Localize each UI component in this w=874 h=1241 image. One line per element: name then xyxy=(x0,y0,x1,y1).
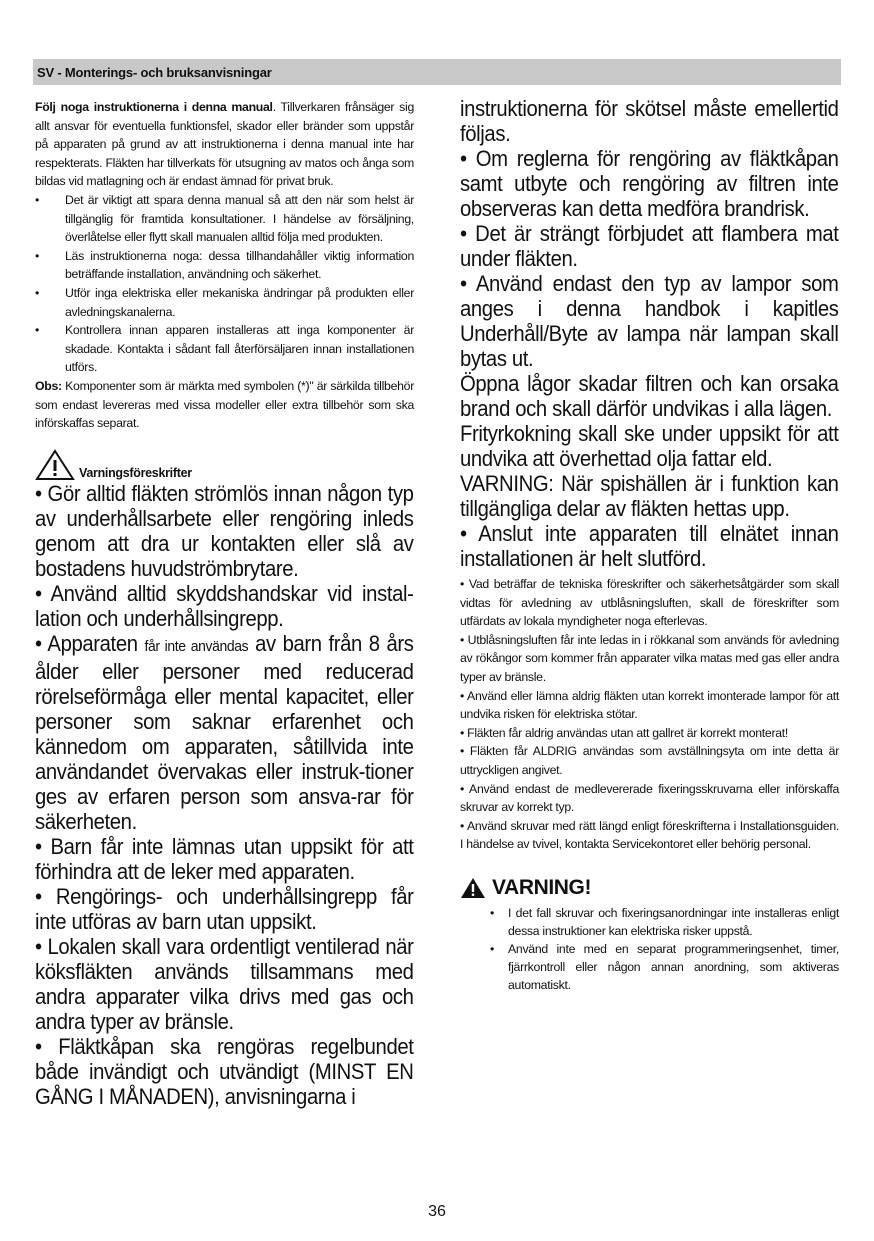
section-header-bar xyxy=(33,59,841,85)
warning-text-small: får inte användas xyxy=(144,637,249,655)
right-column xyxy=(460,96,839,994)
warning-text: av barn från 8 års ålder eller personer med reducerad rörelseförmåga eller mental kapacitet, eller personer som saknar erfarenhet och kännedom om apparaten, såtillvida inte användandet övervakas eller instruk-tioner ges av erfaren person som ansva-rar för säkerheten. xyxy=(35,630,414,834)
warning-paragraph: • Det är strängt förbjudet att flambera mat under fläkten. xyxy=(460,221,839,271)
intro-paragraph xyxy=(35,98,414,191)
note-paragraph: • Vad beträffar de tekniska föreskrifter och säkerhetsåtgärder som skall vidtas för avledning av utblåsningsluften, skall de föreskrifter som utfärdats av lokala myndigheter noga efterlevas. xyxy=(460,577,839,629)
list-item-text: Det är viktigt att spara denna manual så att den när som helst är tillgänglig för framtida konsultationer. I händelse av försäljning, överlåtelse eller flytt skall manualen alltid följa med produkten. xyxy=(65,192,414,245)
note-paragraph: • Använd eller lämna aldrig fläkten utan korrekt imonterade lampor för att undvika risken för elektriska stötar. xyxy=(460,688,839,722)
note-paragraph: • Fläkten får aldrig användas utan att gallret är korrekt monterat! xyxy=(460,725,789,740)
list-item-text: Läs instruktionerna noga: dessa tillhandahåller viktig information beträffande installation, användning och säkerhet. xyxy=(65,248,414,282)
warning-paragraph: Öppna lågor skadar filtren och kan orsaka brand och skall därför undvikas i alla lägen. xyxy=(460,371,839,421)
warning-paragraph xyxy=(35,631,414,834)
varning-list xyxy=(460,904,839,994)
page-number: 36 xyxy=(428,1203,446,1220)
bullet-icon: • xyxy=(35,285,40,300)
left-warnings-text xyxy=(35,481,414,1109)
warning-paragraph: • Fläktkåpan ska rengöras regelbundet både invändigt och utvändigt (MINST EN GÅNG I MÅNADEN), anvisningarna i xyxy=(35,1033,414,1109)
warning-triangle-icon xyxy=(460,877,486,899)
bullet-icon: • xyxy=(490,941,495,956)
intro-bullet-list xyxy=(35,191,414,377)
list-item xyxy=(460,904,839,940)
varning-section xyxy=(460,876,839,994)
list-item xyxy=(35,321,414,377)
right-warnings-text xyxy=(460,96,839,571)
varning-title: VARNING! xyxy=(492,875,592,899)
warning-paragraph: • Anslut inte apparaten till elnätet innan installationen är helt slutförd. xyxy=(460,521,839,571)
bullet-icon: • xyxy=(35,248,40,263)
list-item-text: Kontrollera innan apparen installeras att inga komponenter är skadade. Kontakta i sådant fall återförsäljaren innan installationen utförs. xyxy=(65,323,414,375)
obs-label: Obs: xyxy=(35,378,62,393)
list-item xyxy=(35,247,414,284)
warning-paragraph: instruktionerna för skötsel måste emellertid följas. xyxy=(460,96,839,146)
warning-paragraph: Frityrkokning skall ske under uppsikt för att undvika att överhettad olja fattar eld. xyxy=(460,421,839,471)
bullet-icon: • xyxy=(35,323,40,338)
warning-triangle-icon xyxy=(35,449,75,481)
intro-bold-lead: Följ noga instruktionerna i denna manual xyxy=(35,100,273,114)
warning-paragraph: VARNING: När spishällen är i funktion kan tillgängliga delar av fläkten hettas upp. xyxy=(460,471,839,521)
note-paragraph: • Använd endast de medlevererade fixeringsskruvarna eller införskaffa skruvar av korrekt typ. xyxy=(460,781,839,815)
warning-paragraph: • Barn får inte lämnas utan uppsikt för att förhindra att de leker med apparaten. xyxy=(35,833,414,884)
warning-paragraph: • Om reglerna för rengöring av fläktkåpan samt utbyte och rengöring av filtren inte observeras kan detta medföra brandrisk. xyxy=(460,146,839,221)
list-item-text: I det fall skruvar och fixeringsanordningar inte installeras enligt dessa instruktioner kan elektriska risker uppstå. xyxy=(508,905,839,938)
intro-text: . Tillverkaren frånsäger sig allt ansvar för eventuella funktionsfel, skador eller bränder som uppstår på apparaten på grund av att instruktionerna i denna manual inte har respekterats. Fläkten har tillverkats för utsugning av matos och ånga som bildas vid matlagning och är endast ämnad för privat bruk. xyxy=(35,100,415,189)
warning-text: • Apparaten xyxy=(35,630,145,656)
list-item-text: Utför inga elektriska eller mekaniska ändringar på produkten eller avledningskanalerna. xyxy=(65,285,414,319)
note-paragraph: • Utblåsningsluften får inte ledas in i rökkanal som används för avledning av rökångor som kommer från apparater vilka matas med gas eller andra typer av bränsle. xyxy=(460,632,839,684)
note-paragraph: • Använd skruvar med rätt längd enligt föreskrifterna i Installationsguiden. I händelse av tvivel, kontakta Servicekontoret eller behörig personal. xyxy=(460,818,839,852)
note-paragraph: • Fläkten får ALDRIG användas som avställningsyta om inte detta är uttryckligen angivet. xyxy=(460,744,839,777)
varning-heading xyxy=(460,876,839,900)
warning-paragraph: • Rengörings- och underhållsingrepp får inte utföras av barn utan uppsikt. xyxy=(35,883,414,934)
bullet-icon: • xyxy=(35,192,40,207)
list-item xyxy=(35,284,414,321)
warnings-heading-text: Varningsföreskrifter xyxy=(79,465,192,480)
warning-paragraph: • Använd alltid skyddshandskar vid instal-lation och underhållsingrepp. xyxy=(35,580,414,631)
list-item xyxy=(35,191,414,247)
list-item xyxy=(460,940,839,994)
obs-text: Komponenter som är märkta med symbolen (*)" är särkilda tillbehör som endast levereras med vissa modeller eller extra tillbehör som ska införskaffas separat. xyxy=(35,378,414,431)
warning-paragraph: • Gör alltid fläkten strömlös innan någon typ av underhållsarbete eller rengöring inleds genom att dra ur kontakten eller slå av bostadens huvudströmbrytare. xyxy=(35,480,414,581)
warnings-heading xyxy=(35,449,414,481)
list-item-text: Använd inte med en separat programmeringsenhet, timer, fjärrkontroll eller någon annan anordning, som aktiveras automatiskt. xyxy=(508,941,839,992)
warning-paragraph: • Använd endast den typ av lampor som anges i denna handbok i kapitles Underhåll/Byte av lampa när lampan skall bytas ut. xyxy=(460,271,839,371)
technical-notes xyxy=(460,575,839,854)
warning-paragraph: • Lokalen skall vara ordentligt ventilerad när köksfläkten används tillsammans med andra apparater vilka drivs med gas och andra typer av bränsle. xyxy=(35,933,414,1034)
obs-note xyxy=(35,377,414,433)
section-title: SV - Monterings- och bruksanvisningar xyxy=(37,65,272,80)
bullet-icon: • xyxy=(490,905,495,920)
left-column xyxy=(35,98,414,1109)
